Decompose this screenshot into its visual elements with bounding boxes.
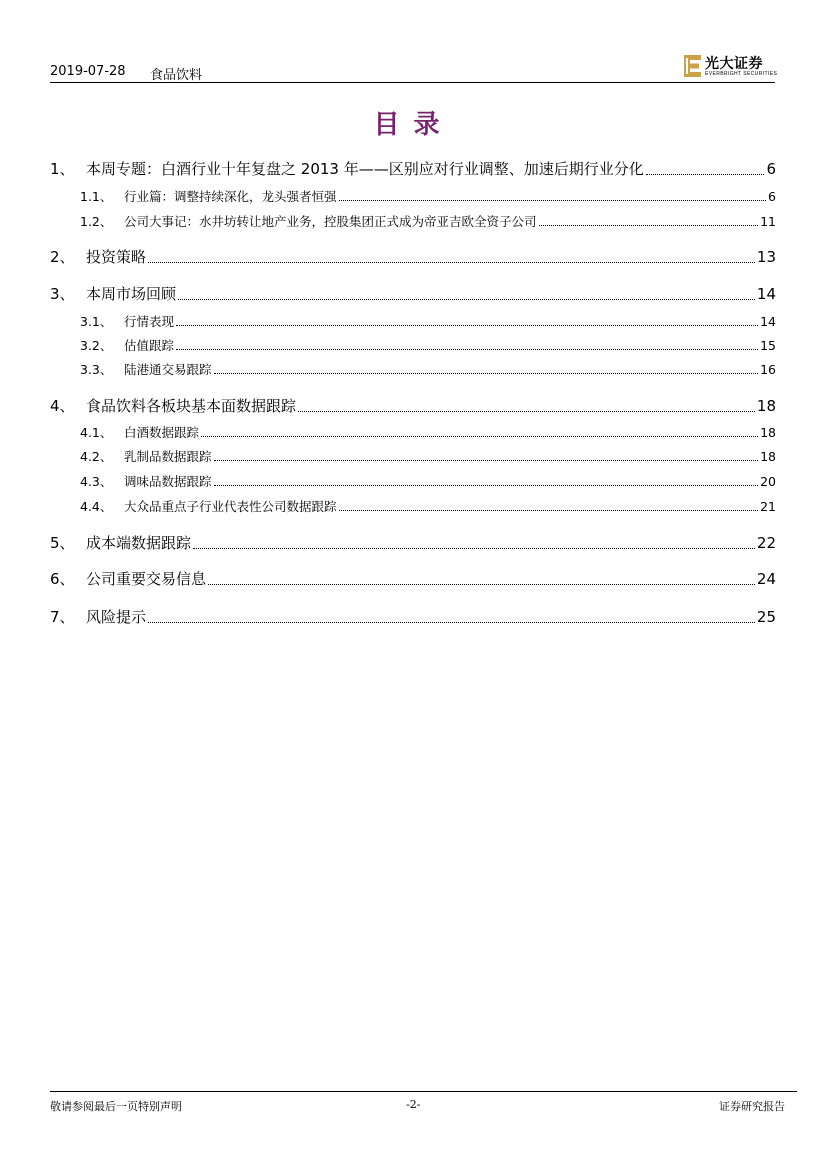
footer-disclaimer: 敬请参阅最后一页特别声明 — [50, 1100, 182, 1113]
toc-entry-4-2[interactable] — [50, 447, 776, 465]
toc-text: 投资策略 — [86, 248, 147, 266]
toc-text: 本周市场回顾 — [86, 285, 177, 303]
toc-leader-dots — [176, 348, 758, 350]
toc-entry-1-2[interactable] — [50, 212, 776, 230]
footer-page-number: -2- — [406, 1098, 421, 1111]
toc-entry-4-3[interactable] — [50, 472, 776, 490]
toc-leader-dots — [176, 324, 758, 326]
toc-number: 2、 — [50, 248, 75, 266]
toc-page-number: 25 — [756, 608, 776, 626]
logo-chinese-name: 光大证券 — [705, 56, 763, 72]
toc-page-number: 24 — [756, 570, 776, 588]
toc-number: 4.2、 — [80, 449, 113, 464]
toc-page-number: 15 — [760, 338, 776, 353]
toc-number: 6、 — [50, 570, 75, 588]
toc-leader-dots — [339, 509, 759, 511]
toc-title: 目录 — [373, 110, 454, 140]
toc-leader-dots — [201, 435, 758, 437]
toc-entry-4[interactable] — [50, 395, 776, 416]
toc-entry-3-3[interactable] — [50, 360, 776, 378]
toc-number: 1.2、 — [80, 214, 113, 229]
toc-text: 公司重要交易信息 — [86, 570, 207, 588]
toc-number: 4、 — [50, 397, 75, 415]
toc-leader-dots — [148, 621, 755, 623]
page-footer — [50, 1091, 797, 1122]
toc-page-number: 18 — [756, 397, 776, 415]
toc-number: 1、 — [50, 160, 75, 178]
toc-number: 3.3、 — [80, 362, 113, 377]
toc-text: 乳制品数据跟踪 — [124, 449, 212, 464]
footer-report-type: 证券研究报告 — [719, 1100, 785, 1113]
toc-text: 风险提示 — [86, 608, 147, 626]
page-header — [50, 52, 778, 83]
toc-page-number: 11 — [760, 214, 776, 229]
toc-text: 调味品数据跟踪 — [124, 474, 212, 489]
toc-text: 行业篇：调整持续深化，龙头强者恒强 — [124, 189, 337, 204]
everbright-logo-icon — [683, 54, 703, 78]
toc-leader-dots — [208, 583, 755, 585]
toc-number: 5、 — [50, 534, 75, 552]
toc-entry-4-4[interactable] — [50, 497, 776, 515]
toc-page-number: 14 — [760, 314, 776, 329]
everbright-logo — [683, 52, 778, 80]
toc-leader-dots — [214, 372, 759, 374]
toc-page-number: 14 — [756, 285, 776, 303]
toc-number: 3.1、 — [80, 314, 113, 329]
toc-text: 大众品重点子行业代表性公司数据跟踪 — [124, 499, 337, 514]
toc-page-number: 6 — [766, 160, 776, 178]
toc-page-number: 18 — [760, 425, 776, 440]
toc-page-number: 18 — [760, 449, 776, 464]
toc-page-number: 20 — [760, 474, 776, 489]
toc-text: 食品饮料各板块基本面数据跟踪 — [86, 397, 297, 415]
toc-text: 白酒数据跟踪 — [124, 425, 200, 440]
toc-entry-4-1[interactable] — [50, 423, 776, 441]
toc-text: 本周专题：白酒行业十年复盘之 2013 年——区别应对行业调整、加速后期行业分化 — [86, 160, 644, 178]
toc-page-number: 22 — [756, 534, 776, 552]
toc-text: 估值跟踪 — [124, 338, 175, 353]
toc-page-number: 6 — [768, 189, 776, 204]
toc-page-number: 21 — [760, 499, 776, 514]
toc-number: 3.2、 — [80, 338, 113, 353]
toc-entry-7[interactable] — [50, 606, 776, 627]
toc-number: 4.3、 — [80, 474, 113, 489]
toc-leader-dots — [298, 410, 755, 412]
toc-leader-dots — [214, 459, 759, 461]
toc-leader-dots — [539, 224, 759, 226]
toc-leader-dots — [193, 547, 755, 549]
toc-leader-dots — [339, 199, 767, 201]
toc-entry-3-2[interactable] — [50, 336, 776, 354]
toc-text: 陆港通交易跟踪 — [124, 362, 212, 377]
toc-text: 成本端数据跟踪 — [86, 534, 192, 552]
toc-number: 1.1、 — [80, 189, 113, 204]
header-date: 2019-07-28 — [50, 64, 126, 79]
toc-number: 4.4、 — [80, 499, 113, 514]
toc-entry-1[interactable] — [50, 158, 776, 179]
toc-number: 7、 — [50, 608, 75, 626]
toc-text: 公司大事记：水井坊转让地产业务，控股集团正式成为帝亚吉欧全资子公司 — [124, 214, 537, 229]
toc-number: 4.1、 — [80, 425, 113, 440]
toc-number: 3、 — [50, 285, 75, 303]
toc-leader-dots — [214, 484, 759, 486]
toc-entry-3-1[interactable] — [50, 312, 776, 330]
toc-entry-6[interactable] — [50, 568, 776, 589]
toc-leader-dots — [178, 298, 755, 300]
toc-page-number: 16 — [760, 362, 776, 377]
toc-entry-2[interactable] — [50, 246, 776, 267]
logo-english-name: EVERBRIGHT SECURITIES — [705, 71, 778, 77]
header-sector: 食品饮料 — [150, 68, 203, 83]
toc-text: 行情表现 — [124, 314, 175, 329]
toc-entry-3[interactable] — [50, 283, 776, 304]
toc-leader-dots — [646, 173, 765, 175]
toc-leader-dots — [148, 261, 755, 263]
toc-entry-1-1[interactable] — [50, 187, 776, 205]
toc-page-number: 13 — [756, 248, 776, 266]
toc-entry-5[interactable] — [50, 532, 776, 553]
